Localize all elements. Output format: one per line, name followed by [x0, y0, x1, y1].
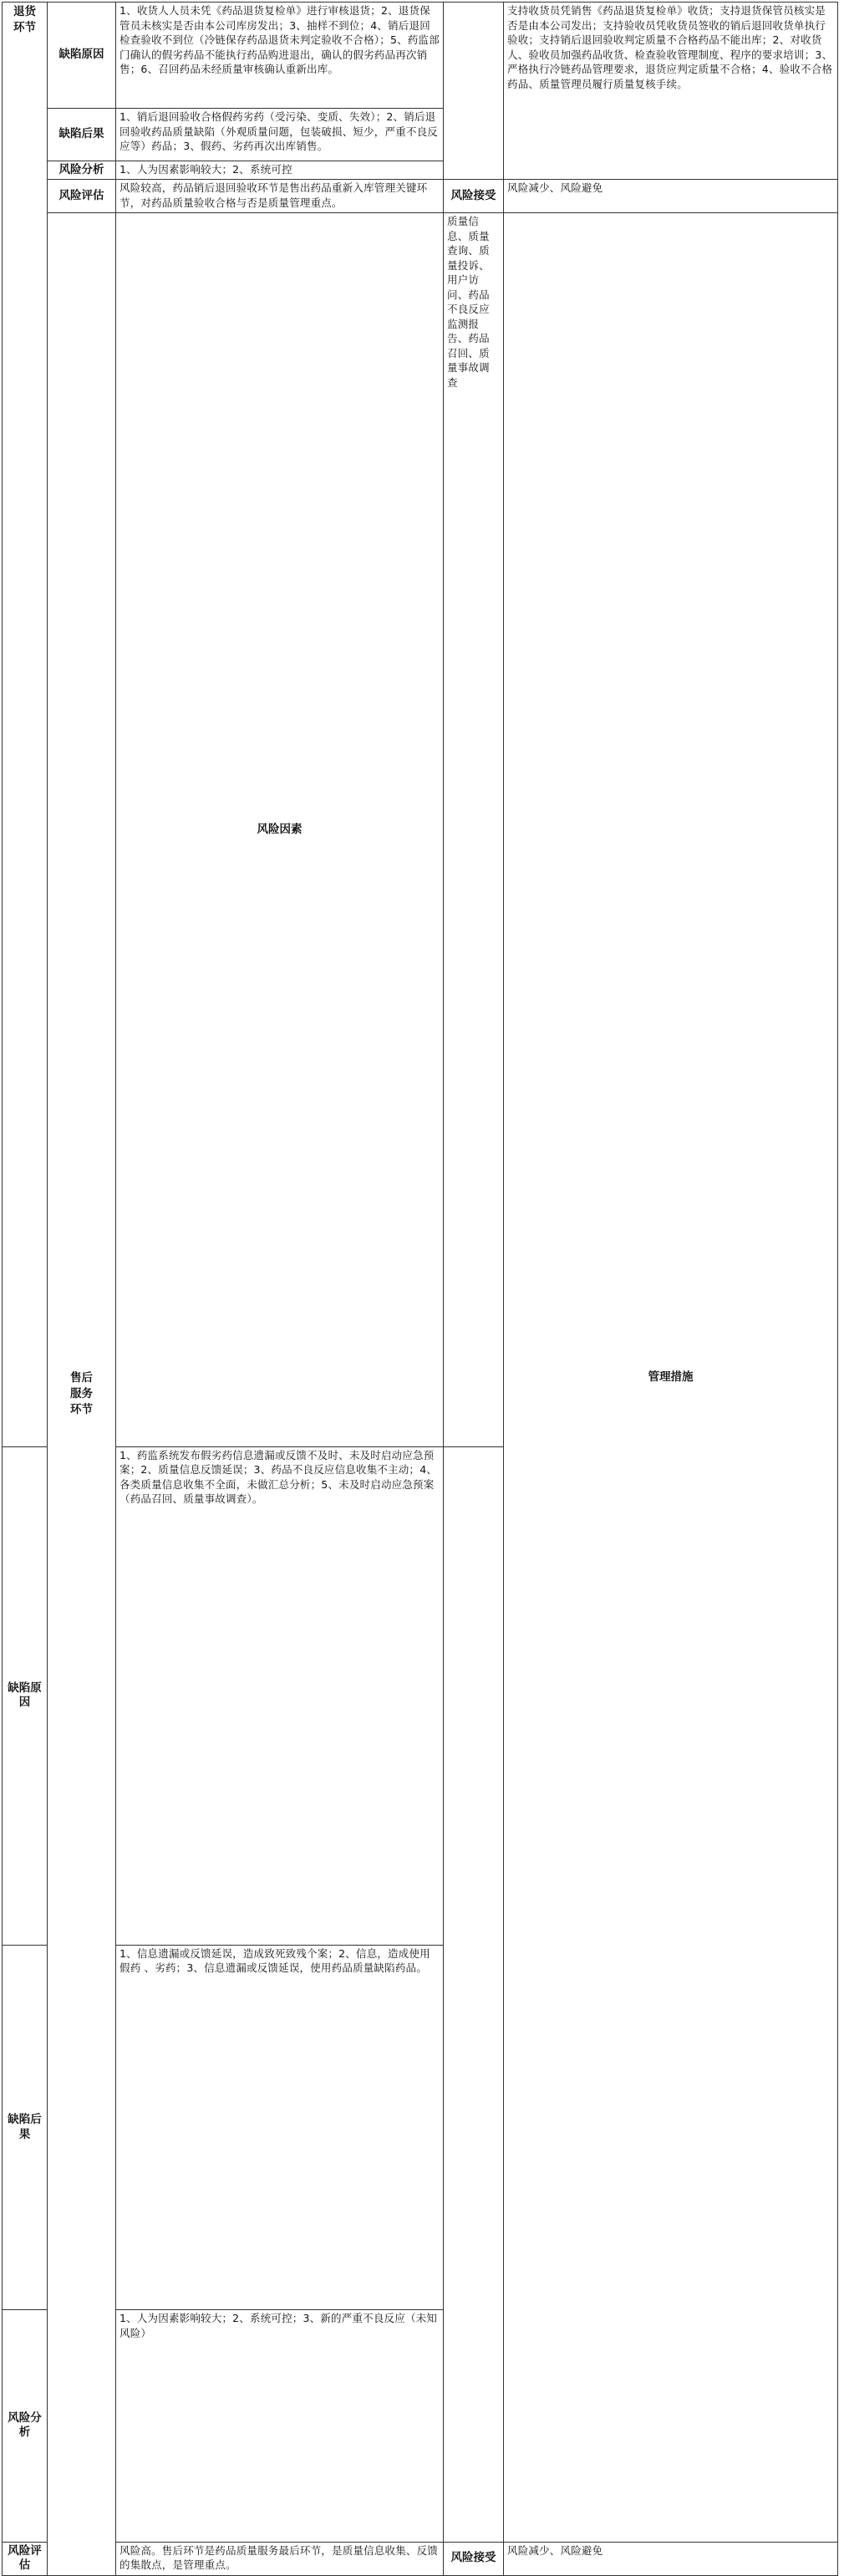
return-risk-analysis-label: 风险分析 [48, 161, 116, 180]
after-sales-risk-acceptance-content: 风险减少、风险避免 [504, 2542, 838, 2575]
after-sales-risk-assessment-content: 风险高。售后环节是药品质量服务最后环节，是质量信息收集、反馈的集散点，是管理重点。 [116, 2542, 444, 2575]
after-sales-measures-label: 管理措施 [504, 213, 838, 2543]
after-sales-defect-consequence-content: 1、信息遗漏或反馈延误，造成致死致残个案；2、信息，造成使用假药 、劣药；3、信息遗漏或反馈延误，使用药品质量缺陷药品。 [116, 1945, 444, 2310]
return-defect-consequence-content: 1、销后退回验收合格假药劣药（受污染、变质、失效）；2、销后退回验收药品质量缺陷（外观质量问题，包装破损、短少，严重不良反应等）药品；3、假药、劣药再次出库销售。 [116, 109, 444, 161]
after-sales-risk-acceptance-label: 风险接受 [444, 2542, 504, 2575]
return-measures-content: 支持收货员凭销售《药品退货复检单》收货；支持退货保管员核实是否是由本公司发出；支持验收员凭收货员签收的销后退回收货单执行验收；支持销后退回验收判定质量不合格药品不能出库；2、对收货人、验收员加强药品收货、检查验收管理制度、程序的要求培训；3、严格执行冷链药品管理要求，退货应判定质量不合格；4、验收不合格药品、质量管理员履行质量复核手续。 [504, 3, 838, 180]
return-measures-label-cell [444, 3, 504, 180]
return-stage-cell [3, 3, 48, 1447]
after-sales-stage-label-1: 售后 [70, 1370, 93, 1385]
return-defect-cause-content: 1、收货人人员未凭《药品退货复检单》进行审核退货；2、退货保管员未核实是否由本公司库房发出；3、抽样不到位；4、销后退回检查验收不到位（冷链保存药品退货未判定验收不合格）；5、药监部门确认的假劣药品不能执行药品购进退出，确认的假劣药品再次销售；6、召回药品未经质量审核确认重新出库。 [116, 3, 444, 109]
risk-management-table [2, 2, 838, 2576]
after-sales-defect-consequence-label: 缺陷后果 [3, 1945, 48, 2310]
return-risk-acceptance-label: 风险接受 [444, 180, 504, 213]
return-risk-assessment-label: 风险评估 [48, 180, 116, 213]
after-sales-defect-cause-label: 缺陷原因 [3, 1446, 48, 1945]
after-sales-risk-assessment-label: 风险评估 [3, 2542, 48, 2575]
after-sales-stage-label-3: 环节 [70, 1402, 93, 1416]
return-stage-label-2: 环节 [13, 21, 36, 34]
return-stage-label-1: 退货 [13, 5, 36, 18]
return-defect-consequence-label: 缺陷后果 [48, 109, 116, 161]
after-sales-risk-factors-label: 风险因素 [116, 213, 444, 1447]
after-sales-risk-analysis-content: 1、人为因素影响较大；2、系统可控；3、新的严重不良反应（未知风险） [116, 2310, 444, 2542]
return-defect-cause-label: 缺陷原因 [48, 3, 116, 109]
after-sales-defect-cause-content: 1、药监系统发布假劣药信息遗漏或反馈不及时、未及时启动应急预案；2、质量信息反馈延误；3、药品不良反应信息收集不主动；4、各类质量信息收集不全面，未做汇总分析；5、未及时启动应急预案（药品召回、质量事故调查）。 [116, 1446, 444, 1945]
return-risk-analysis-content: 1、人为因素影响较大；2、系统可控 [116, 161, 444, 180]
after-sales-risk-analysis-label: 风险分析 [3, 2310, 48, 2542]
after-sales-risk-factors-content: 质量信息、质量查询、质量投诉、用户访问、药品不良反应监测报告、药品召回、质量事故调查 [444, 213, 504, 1447]
after-sales-stage-cell [48, 213, 116, 2576]
return-risk-acceptance-content: 风险减少、风险避免 [504, 180, 838, 213]
after-sales-stage-label-2: 服务 [70, 1386, 93, 1400]
return-risk-assessment-content: 风险较高，药品销后退回验收环节是售出药品重新入库管理关键环节，对药品质量验收合格与否是质量管理重点。 [116, 180, 444, 213]
